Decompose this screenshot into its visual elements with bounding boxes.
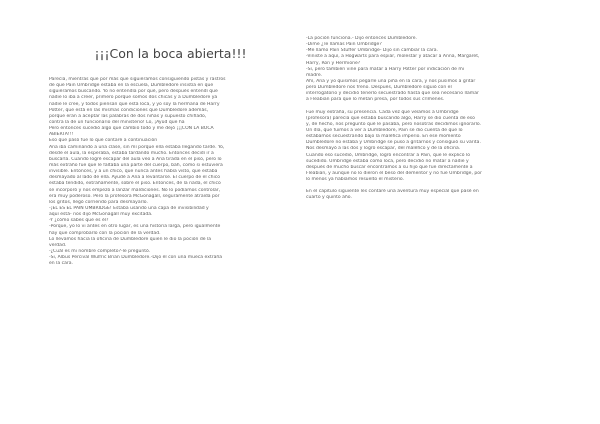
paragraph: [306, 110, 548, 184]
text-line: -Porque, yo lo vi antes en otro lugar, es una historia larga, pero igualmente: [49, 224, 221, 230]
text-line: Fue muy extraña, su presencia. Cada vez que veíamos a Umbridge: [306, 109, 459, 115]
text-line: contra la de un funcionario del ministerio! Lo, ¡Ayúd que ha: [49, 119, 185, 125]
text-line: a Fleabian para que lo metan presa, por todos sus crímenes.: [306, 97, 445, 103]
text-line: lo menos ya habíamos resuelto el misterio.: [306, 177, 405, 183]
right-page-text: [306, 36, 548, 202]
text-line: Fleabian, y aunque no lo dieron el beso del dementor y no fue Umbridge, por: [306, 170, 482, 176]
text-line: Harry, Ron y Hermione?: [306, 60, 361, 66]
text-line: Lo llevamos hacia la oficina de Dumbledore quien le dio la poción de la: [49, 236, 212, 242]
paragraph: [306, 36, 548, 104]
text-line: Dumbledore no estaba y Umbridge se puso a gritarnos y consiguió su varita.: [306, 140, 481, 146]
text-line: desde el aula, la esperaba, estaba tardando mucho. Entonces decidí ir a: [49, 150, 214, 156]
text-line: después de mucho buscar encontramos a su hijo que fue directamente a: [306, 164, 473, 170]
text-line: hay que comprobarlo con la poción de la verdad.: [49, 230, 161, 236]
text-line: en la cara.: [49, 261, 74, 267]
text-line: En el capítulo siguiente les contaré una aventura muy especial que pasé en: [306, 189, 479, 195]
text-line: Un día, que fuimos a ver a Dumbledore, Pain se dio cuenta de que lo: [306, 127, 463, 133]
text-line: era muy poderoso. Pero la profesora McGonagall, seguramente atraída por: [49, 193, 220, 199]
paragraph: [306, 189, 548, 201]
text-line: Pero entonces sucedió algo que cambió todo y me dejó ¡¡¡CON LA BOCA: [49, 126, 214, 132]
text-line: invisible. Entonces, y a un chico, que nunca antes había visto, que estaba: [49, 169, 218, 175]
text-line: (profesora) parecía que estaba buscando algo, Harry se dio cuenta de eso: [306, 115, 475, 121]
text-line: -Me llamo Pain Stuffer Umbridge- Dijo sin cambiar la cara.: [306, 48, 438, 54]
text-line: sucedido. Umbridge estaba como loca, pero decidió no matar a nadie y: [306, 158, 469, 164]
text-line: Parecía, mientras que por más que siguiéramos consiguiendo pistas y rastros: [49, 77, 226, 82]
text-line: madre.: [306, 72, 323, 78]
text-line: estábamos secuestrando bajo la maléfica imperio. En ese momento: [306, 134, 461, 140]
text-line: más extraño fue que le faltaba una parte del cuerpo, bah, como si estuviera: [49, 162, 223, 168]
text-line: Ahí, Ana y yo quisimos pegarle una piña en la cara, y nos pusimos a gritar: [306, 78, 476, 84]
paragraph: [49, 138, 292, 206]
text-line: se incorporó y nos empezó a lanzar maldiciones. No lo podíamos controlar,: [49, 187, 221, 193]
text-line: cuarto y quinto año.: [306, 195, 352, 201]
text-line: verdad.: [49, 242, 67, 248]
left-page-text: [49, 77, 292, 267]
text-line: pero Dumbledore nos freno. Después, Dumbledore siguió con el: [306, 85, 452, 91]
text-line: -Si, Albus Percival Wulfric Brian Dumbledore.-Dijo él con una mueca extraña: [49, 255, 223, 261]
text-line: desmayado al lado de ella. Ayudé a Ana a levantarse. El cuerpo de el chico: [49, 175, 221, 181]
text-line: buscarla. Cuando logré escapar del aula veo a Ana tirada en el piso, pero lo: [49, 156, 222, 162]
text-line: Ana iba caminando a una clase, sin mí porque ella estaba llegando tarde. Yo,: [49, 144, 225, 150]
text-line: nadie le cree, y todos piensan que está loca, y yo soy la hermana de Harry: [49, 101, 220, 107]
text-line: los gritos, llegó corriendo para desmayarlo.: [49, 199, 148, 205]
paragraph: [49, 77, 292, 138]
text-line: ABIERTA!!!: [49, 132, 74, 138]
text-line: porque eran a aceptar las palabras de dos niñas y supuesto chiflado,: [49, 113, 207, 119]
text-line: nadie lo iba a creer, primero porque somos dos chicas y a Dumbledore ya: [49, 95, 218, 101]
text-line: -Sí, pero también vine para matar a Harry Potter por indicación de mi: [306, 66, 465, 72]
text-line: y, de hecho, nos pregunto qué le pasaba, pero nosotras decidimos ignorarlo.: [306, 121, 482, 127]
text-line: -Viniste a aquí, a Hogwarts para espiar, molestar y atacar a Anna, Margaret,: [306, 54, 480, 60]
text-line: Nos desmayó a las dos y logró escapar, del maléfico y de la oficina.: [306, 146, 461, 152]
text-line: Cuando eso sucedió, Umbridge, logró encontrar a Pain, que le explicó lo: [306, 152, 471, 158]
text-line: aquí está- nos dijo McGonagall muy excitada.: [49, 212, 153, 218]
paragraph: [49, 206, 292, 267]
text-line: -¡EL ES EL PAIN UMBRIDGE! Estaba usando una capa de invisibilidad y: [49, 205, 209, 211]
text-line: Eso que pasó fue lo que contaré a continuación: [49, 138, 158, 144]
text-line: -La poción funciona.- Dijo entonces Dumbledore.: [306, 36, 417, 41]
chapter-title: ¡¡¡Con la boca abierta!!!: [94, 46, 247, 61]
text-line: -Dime ¿Te llamas Pain Umbridge?: [306, 42, 382, 48]
text-line: interrogatorio y decidió tenerlo secuestrado hasta que sea necesario llamar: [306, 91, 479, 97]
text-line: -¿Cuál es mi nombre completo?-le preguntó.: [49, 248, 151, 254]
text-line: Potter, que está en las mismas condiciones que Dumbledore además,: [49, 107, 209, 113]
text-line: -Y ¿cómo sabes que es él?: [49, 218, 109, 224]
text-line: estaba tendido, extrañamente, sobre el piso. Entonces, de la nada, el chico: [49, 181, 221, 187]
text-line: siguiéramos buscando. Yo no entendía por qué, pero después entendí que: [49, 89, 218, 95]
text-line: de que Pain Umbridge estaba en la escuela, Dumbledore insistía en que: [49, 83, 214, 89]
